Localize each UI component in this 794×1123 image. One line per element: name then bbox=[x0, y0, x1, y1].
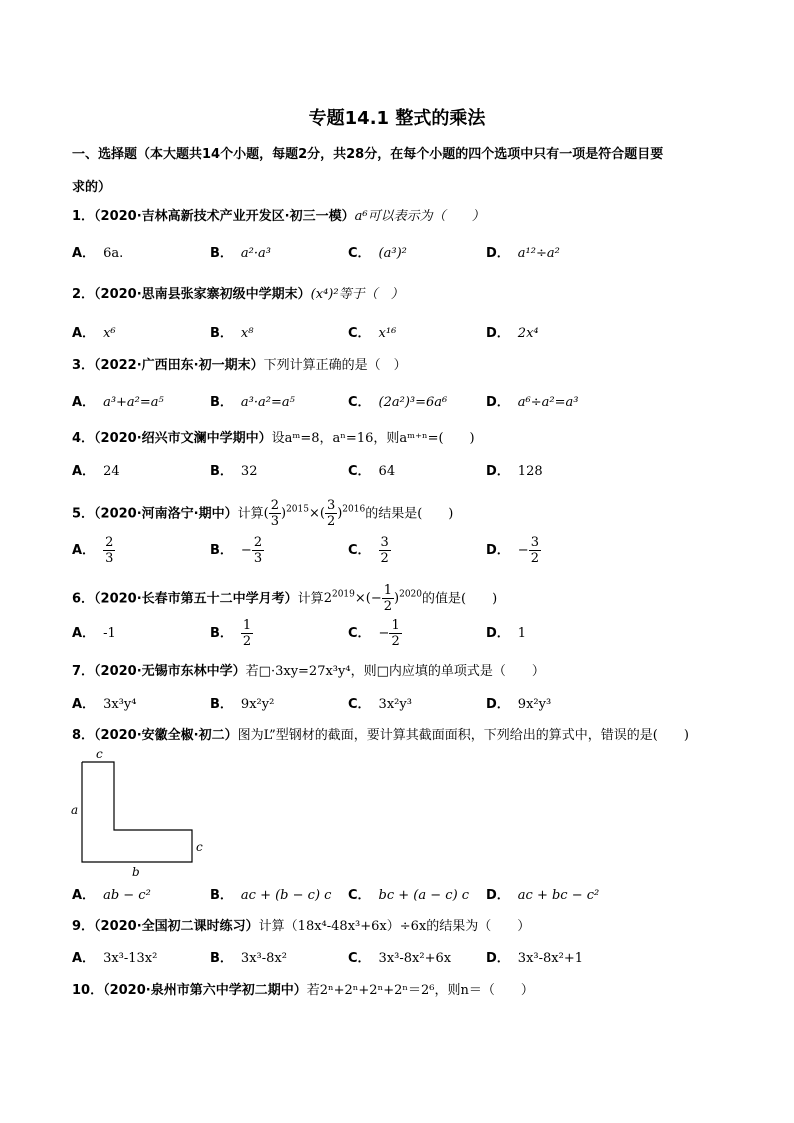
option-d: D． 9x²y³ bbox=[486, 697, 552, 712]
question-source: （2020·绍兴市文澜中学期中） bbox=[94, 431, 272, 446]
question-number: 2． bbox=[72, 287, 95, 302]
question-stem: 若2ⁿ+2ⁿ+2ⁿ+2ⁿ＝2⁶，则n＝（ ） bbox=[306, 983, 534, 998]
question-source: （2020·思南县张家寨初级中学期末） bbox=[94, 287, 311, 302]
option-a: A． 3x³-13x² bbox=[72, 951, 158, 966]
question-9 bbox=[72, 918, 530, 936]
option-a: A． 3x³y⁴ bbox=[72, 697, 137, 712]
question-source: （2020·吉林高新技术产业开发区·初三一模） bbox=[94, 209, 355, 224]
option-a: A． x⁶ bbox=[72, 326, 116, 341]
question-4 bbox=[72, 430, 475, 448]
question-number: 6． bbox=[72, 591, 95, 607]
question-number: 7． bbox=[72, 664, 95, 679]
question-stem: 若□·3xy=27x³y⁴，则□内应填的单项式是（ ） bbox=[245, 664, 545, 679]
option-c: C． (2a²)³=6a⁶ bbox=[348, 395, 448, 410]
l-shape-outline bbox=[82, 762, 192, 862]
question-3 bbox=[72, 357, 407, 375]
option-b: B． $\frac{1}{2}$ bbox=[210, 618, 252, 649]
option-b: B． 3x³-8x² bbox=[210, 951, 287, 966]
power-expression: $2^{2019}\times(-$ $\frac{1}{2}$ )$^{2020}$ bbox=[323, 583, 422, 615]
option-b: B． 32 bbox=[210, 464, 258, 479]
question-stem: 设aᵐ=8，aⁿ=16，则aᵐ⁺ⁿ=( ) bbox=[271, 431, 475, 446]
question-source: （2020·泉州市第六中学初二期中） bbox=[103, 983, 307, 998]
question-source: （2020·无锡市东林中学） bbox=[94, 664, 246, 679]
question-stem: a⁶可以表示为（ ） bbox=[354, 209, 485, 224]
option-b: B． a³·a²=a⁵ bbox=[210, 395, 295, 410]
option-d: D． 1 bbox=[486, 626, 527, 641]
question-7 bbox=[72, 663, 545, 681]
option-a: A． $\frac{2}{3}$ bbox=[72, 535, 114, 566]
section-heading-line1: 一、选择题（本大题共14个小题，每题2分，共28分，在每个小题的四个选项中只有一项是符合题目要 bbox=[72, 147, 664, 162]
option-d: D． a⁶÷a²=a³ bbox=[486, 395, 579, 410]
option-c: C． 3x³-8x²+6x bbox=[348, 951, 452, 966]
question-2 bbox=[72, 286, 404, 304]
question-number: 1． bbox=[72, 209, 95, 224]
question-8 bbox=[72, 727, 689, 745]
option-a: A． 24 bbox=[72, 464, 120, 479]
question-number: 5． bbox=[72, 506, 95, 522]
option-c: C． bc + (a − c) c bbox=[348, 888, 470, 903]
option-d: D． 128 bbox=[486, 464, 543, 479]
question-number: 9． bbox=[72, 919, 95, 934]
question-10 bbox=[72, 982, 534, 1000]
label-right-c: c bbox=[196, 840, 203, 854]
question-stem: 计算（18x⁴-48x³+6x）÷6x的结果为（ ） bbox=[258, 919, 531, 934]
fraction-expression: ( $\frac{2}{3}$ )$^{2015}$×( $\frac{3}{2}$ )$^{2016}$ bbox=[263, 498, 366, 530]
label-left-a: a bbox=[71, 803, 79, 817]
option-b: B． ac + (b − c) c bbox=[210, 888, 332, 903]
l-shaped-steel-diagram bbox=[66, 748, 216, 883]
option-a: A． ab − c² bbox=[72, 888, 151, 903]
option-c: C． 64 bbox=[348, 464, 396, 479]
option-c: C． $\frac{3}{2}$ bbox=[348, 535, 389, 566]
question-source: （2022·广西田东·初一期末） bbox=[94, 358, 264, 373]
option-c: C． 3x²y³ bbox=[348, 697, 412, 712]
option-c: C． (a³)² bbox=[348, 246, 407, 261]
option-d: D． 2x⁴ bbox=[486, 326, 539, 341]
option-a: A． -1 bbox=[72, 626, 116, 641]
question-source: （2020·河南洛宁·期中） bbox=[94, 506, 238, 522]
question-number: 8． bbox=[72, 728, 95, 743]
option-c: C． x¹⁶ bbox=[348, 326, 397, 341]
option-b: B． − $\frac{2}{3}$ bbox=[210, 535, 263, 566]
label-top-c: c bbox=[96, 748, 103, 761]
question-stem: (x⁴)²等于（ ） bbox=[310, 287, 404, 302]
label-bottom-b: b bbox=[132, 865, 140, 879]
question-number: 10． bbox=[72, 983, 104, 998]
question-6: 6．（2020·长春市第五十二中学月考）计算$2^{2019}\times(-$ $\frac{1}{2}$ )$^{2020}$的值是( ) bbox=[72, 583, 498, 615]
option-a: A． a³+a²=a⁵ bbox=[72, 395, 164, 410]
option-b: B． x⁸ bbox=[210, 326, 254, 341]
option-a: A． 6a. bbox=[72, 246, 124, 261]
question-1 bbox=[72, 208, 485, 226]
page-title: 专题14.1 整式的乘法 bbox=[308, 108, 486, 129]
option-d: D． 3x³-8x²+1 bbox=[486, 951, 583, 966]
option-c: C． − $\frac{1}{2}$ bbox=[348, 618, 400, 649]
option-d: D． − $\frac{3}{2}$ bbox=[486, 535, 539, 566]
option-b: B． 9x²y² bbox=[210, 697, 275, 712]
question-stem: 图为L”型钢材的截面，要计算其截面面积，下列给出的算式中，错误的是( ) bbox=[237, 728, 689, 743]
section-heading-line2: 求的） bbox=[72, 180, 112, 195]
option-d: D． ac + bc − c² bbox=[486, 888, 600, 903]
question-source: （2020·长春市第五十二中学月考） bbox=[94, 591, 298, 607]
question-number: 3． bbox=[72, 358, 95, 373]
question-number: 4． bbox=[72, 431, 95, 446]
question-stem: 下列计算正确的是（ ） bbox=[263, 358, 407, 373]
option-d: D． a¹²÷a² bbox=[486, 246, 560, 261]
option-b: B． a²·a³ bbox=[210, 246, 271, 261]
question-source: （2020·安徽全椒·初二） bbox=[94, 728, 238, 743]
question-source: （2020·全国初二课时练习） bbox=[94, 919, 259, 934]
question-5: 5．（2020·河南洛宁·期中）计算( $\frac{2}{3}$ )$^{2015}$×( $\frac{3}{2}$ )$^{2016}$的结果是( ) bbox=[72, 498, 454, 530]
